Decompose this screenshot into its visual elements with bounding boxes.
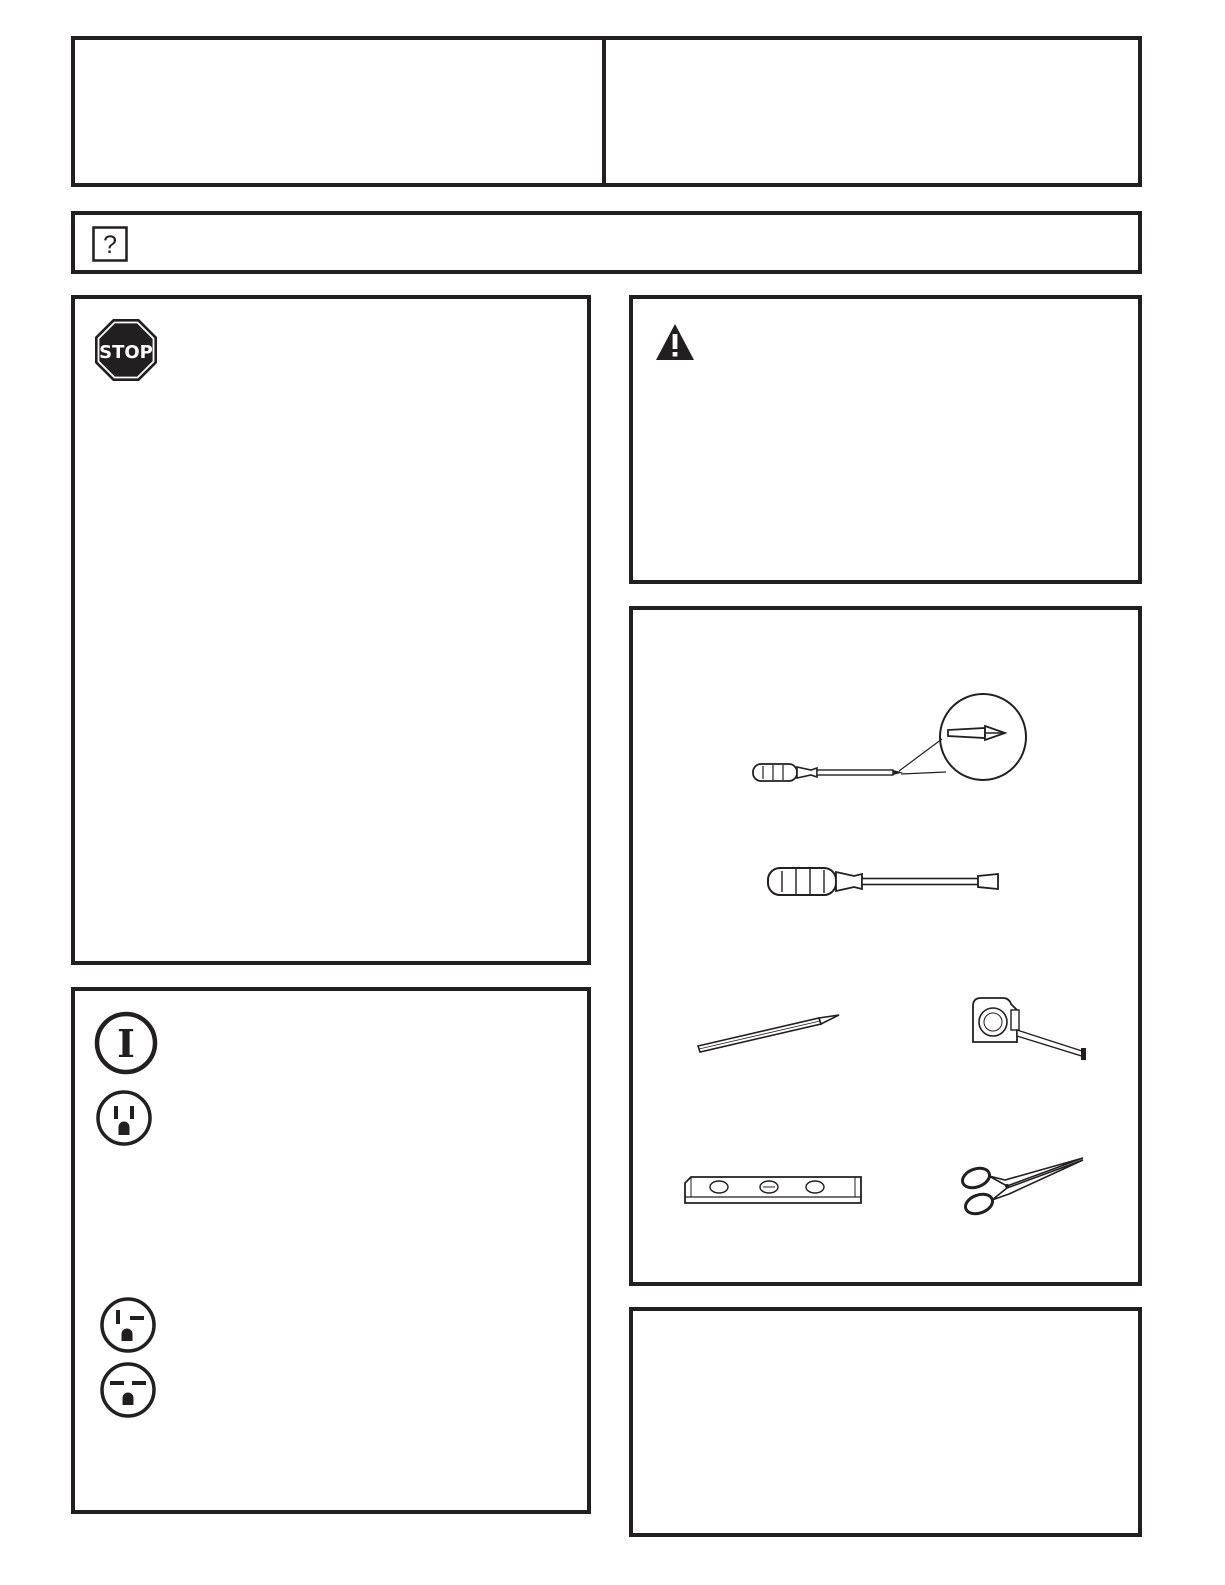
phillips-screwdriver-icon	[751, 752, 911, 792]
header-left-panel	[71, 36, 606, 187]
electrical-panel	[71, 987, 591, 1514]
question-mark-icon	[92, 226, 128, 262]
tools-panel	[629, 606, 1142, 1286]
level-icon	[681, 1173, 866, 1209]
240v-outlet-icon	[99, 1361, 157, 1419]
magnified-tip-icon	[893, 692, 1033, 792]
header-right-panel	[602, 36, 1142, 187]
important-icon	[94, 1011, 158, 1075]
important-glyph: I	[117, 1021, 135, 1066]
tape-measure-icon	[967, 990, 1092, 1070]
three-prong-outlet-icon	[95, 1089, 153, 1147]
120v-20a-outlet-icon	[99, 1296, 157, 1354]
bottom-right-panel	[629, 1307, 1142, 1537]
stop-sign-text: STOP	[99, 342, 153, 363]
questions-banner	[71, 211, 1142, 274]
pencil-icon	[693, 1010, 843, 1060]
stop-panel	[71, 295, 591, 965]
question-glyph: ?	[103, 231, 117, 259]
flat-blade-screwdriver-icon	[766, 860, 1006, 904]
warning-panel	[629, 295, 1142, 584]
scissors-icon	[951, 1150, 1091, 1222]
warning-triangle-icon	[655, 323, 695, 361]
stop-sign-icon	[94, 318, 158, 382]
